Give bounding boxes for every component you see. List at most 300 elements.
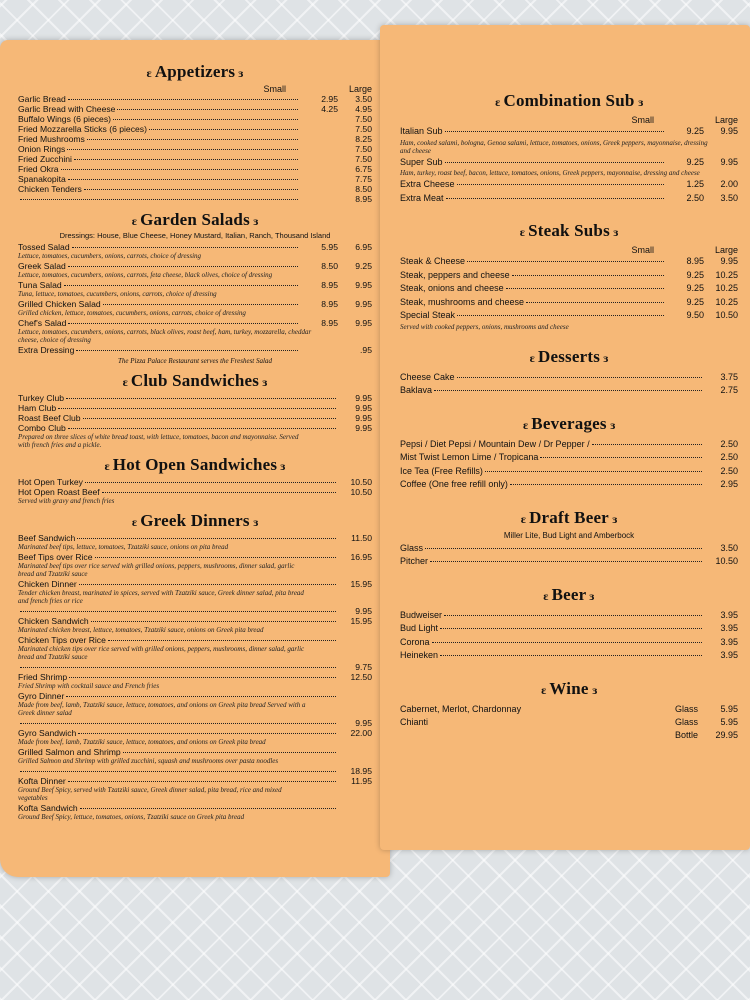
menu-item	[400, 729, 738, 742]
ornament-icon: ɛ	[262, 375, 268, 389]
menu-item	[18, 299, 372, 309]
menu-item	[18, 747, 372, 757]
ornament-icon: ɛ	[609, 417, 616, 432]
item-name: Tossed Salad	[18, 242, 70, 252]
leader-dots	[68, 781, 336, 782]
ornament-icon: ɛ	[104, 459, 110, 473]
item-price: 2.50	[720, 452, 738, 462]
ornament-icon: ɛ	[122, 375, 128, 389]
menu-item	[18, 104, 372, 114]
appetizers-section	[18, 62, 372, 204]
salads-list	[18, 242, 372, 355]
menu-item	[400, 716, 738, 729]
item-price: 2.50	[720, 438, 738, 449]
price-large: 7.50	[355, 154, 372, 164]
menu-item	[400, 555, 738, 569]
appetizers-title: ɛ Appetizers ɛ	[146, 62, 244, 81]
leader-dots	[540, 457, 702, 458]
item-price: 10.50	[350, 487, 372, 497]
ornament-icon: ɛ	[280, 459, 286, 473]
leader-dots	[20, 199, 298, 200]
leader-dots	[117, 109, 298, 110]
item-name: Fried Okra	[18, 164, 59, 174]
leader-dots	[592, 444, 702, 445]
menu-item	[400, 649, 738, 663]
steak-list	[400, 255, 738, 323]
item-name: Fried Mozzarella Sticks (6 pieces)	[18, 124, 147, 134]
leader-dots	[430, 561, 702, 562]
item-description: Lettuce, tomatoes, cucumbers, onions, carrots, black olives, roast beef, ham, turkey, mozzarella, cheddar cheese, choice of dressing	[18, 328, 312, 344]
hot-open-description: Served with gravy and french fries	[18, 497, 115, 505]
combo-list	[400, 125, 738, 205]
item-name: Extra Dressing	[18, 345, 75, 355]
price-small: 9.50	[686, 310, 704, 320]
price-large: 4.95	[355, 104, 372, 114]
item-price: 2.95	[720, 479, 738, 489]
item-price: 10.50	[715, 556, 738, 566]
price-small: 9.25	[686, 283, 704, 293]
price-large: 6.95	[355, 242, 372, 252]
item-name: Kofta Sandwich	[18, 803, 78, 813]
price-large: 6.75	[355, 164, 372, 174]
menu-left-page	[0, 40, 390, 877]
leader-dots	[77, 538, 336, 539]
ornament-icon: ɛ	[603, 350, 609, 365]
leader-dots	[20, 723, 336, 724]
leader-dots	[445, 131, 664, 132]
leader-dots	[445, 162, 664, 163]
menu-right-page	[380, 25, 750, 850]
draft-list	[400, 542, 738, 569]
item-size: Glass	[674, 716, 698, 727]
leader-dots	[84, 189, 298, 190]
item-name: Gyro Sandwich	[18, 728, 77, 738]
item-name: Hot Open Turkey	[18, 477, 83, 487]
menu-item	[400, 478, 738, 492]
item-price: 5.95	[720, 716, 738, 727]
menu-item	[400, 282, 738, 296]
leader-dots	[440, 655, 702, 656]
leader-dots	[20, 611, 336, 612]
item-name: Garlic Bread	[18, 94, 66, 104]
menu-item	[18, 672, 372, 682]
item-name: Grilled Salmon and Shrimp	[18, 747, 121, 757]
leader-dots	[457, 315, 664, 316]
ornament-icon: ɛ	[612, 225, 619, 239]
menu-item	[18, 616, 372, 626]
ornament-icon: ɛ	[520, 511, 527, 526]
leader-dots	[80, 808, 336, 809]
price-large: 9.25	[355, 261, 372, 271]
item-description: Tuna, lettuce, tomatoes, cucumbers, onions, carrots, choice of dressing	[18, 290, 217, 298]
leader-dots	[72, 247, 298, 248]
item-name: Budweiser	[400, 609, 443, 620]
price-small: 8.95	[321, 318, 338, 328]
leader-dots	[78, 733, 336, 734]
item-name: Ham Club	[18, 403, 57, 413]
menu-item	[400, 269, 738, 283]
item-price: 9.95	[355, 403, 372, 413]
item-price: 3.95	[720, 636, 738, 647]
item-name: Cheese Cake	[400, 371, 455, 382]
item-name: Corona	[400, 636, 430, 647]
menu-item	[18, 606, 372, 616]
item-name: Onion Rings	[18, 144, 66, 154]
price-large: 9.95	[720, 156, 738, 167]
item-price: 3.95	[720, 609, 738, 620]
leader-dots	[434, 390, 702, 391]
desserts-title: ɛ Desserts ɛ	[529, 346, 609, 366]
item-size: Glass	[674, 703, 698, 714]
price-large: 9.95	[355, 318, 372, 328]
price-small: 9.25	[686, 156, 704, 167]
leader-dots	[64, 285, 298, 286]
price-small: 5.95	[321, 242, 338, 252]
salads-section	[18, 210, 372, 365]
menu-item	[400, 384, 738, 398]
leader-dots	[457, 184, 664, 185]
item-price: 3.50	[720, 542, 738, 553]
item-name: Mist Twist Lemon Lime / Tropicana	[400, 452, 539, 462]
hot-open-title: ɛ Hot Open Sandwiches ɛ	[104, 455, 286, 474]
ornament-icon: ɛ	[131, 515, 138, 529]
menu-item	[400, 465, 738, 479]
item-description: Marinated beef tips, lettuce, tomatoes, Tzatziki sauce, onions on pita bread	[18, 543, 229, 551]
leader-dots	[425, 548, 702, 549]
item-price: 9.95	[355, 413, 372, 423]
price-large: 9.95	[720, 256, 738, 266]
leader-dots	[68, 323, 298, 324]
menu-item	[18, 533, 372, 543]
leader-dots	[76, 350, 298, 351]
menu-item	[18, 280, 372, 290]
menu-item	[18, 164, 372, 174]
item-description: Marinated chicken breast, lettuce, tomatoes, Tzatziki sauce, onions on Greek pita bread	[18, 626, 264, 634]
item-price: 9.95	[355, 606, 372, 616]
item-description: Grilled Salmon and Shrimp with grilled zucchini, squash and mushrooms over pasta noodles	[18, 757, 279, 765]
leader-dots	[446, 198, 664, 199]
item-description: Lettuce, tomatoes, cucumbers, onions, carrots, feta cheese, black olives, choice of dressing	[18, 271, 273, 279]
item-description: Lettuce, tomatoes, cucumbers, onions, carrots, choice of dressing	[18, 252, 202, 260]
item-price: 18.95	[350, 766, 372, 776]
leader-dots	[83, 418, 336, 419]
ornament-icon: ɛ	[591, 682, 597, 697]
ornament-icon: ɛ	[252, 214, 259, 228]
price-large: 2.00	[720, 179, 738, 189]
beer-section	[400, 585, 738, 663]
steak-title: ɛ Steak Subs ɛ	[519, 221, 619, 240]
item-name: Garlic Bread with Cheese	[18, 104, 116, 114]
menu-item	[18, 184, 372, 194]
price-small: 8.95	[686, 256, 704, 266]
item-name: Chicken Dinner	[18, 579, 77, 589]
menu-item	[18, 318, 372, 328]
menu-item	[400, 125, 738, 139]
leader-dots	[20, 771, 336, 772]
price-large: 3.50	[720, 192, 738, 203]
leader-dots	[485, 471, 702, 472]
club-title: ɛ Club Sandwiches ɛ	[122, 371, 268, 390]
leader-dots	[68, 428, 336, 429]
menu-item	[18, 413, 372, 423]
menu-item	[18, 261, 372, 271]
leader-dots	[467, 261, 664, 262]
item-price: 9.95	[355, 718, 372, 728]
greek-list	[18, 533, 372, 821]
menu-item	[18, 242, 372, 252]
item-price: 3.95	[720, 650, 738, 660]
price-large: 7.75	[355, 174, 372, 184]
menu-item	[18, 487, 372, 497]
beverages-section	[400, 414, 738, 492]
item-name: Steak, peppers and cheese	[400, 269, 510, 280]
leader-dots	[510, 484, 702, 485]
ornament-icon: ɛ	[529, 350, 535, 365]
price-small: 8.95	[321, 299, 338, 309]
item-name: Cabernet, Merlot, Chardonnay	[400, 703, 522, 714]
item-price: 2.75	[720, 385, 738, 395]
ornament-icon: ɛ	[611, 511, 618, 526]
item-name: Chef's Salad	[18, 318, 67, 328]
leader-dots	[440, 628, 702, 629]
menu-item	[18, 114, 372, 124]
price-large: 9.95	[355, 280, 372, 290]
price-large: .95	[360, 345, 372, 355]
item-price: 9.75	[355, 662, 372, 672]
ornament-icon: ɛ	[637, 95, 643, 109]
item-name: Buffalo Wings (6 pieces)	[18, 114, 111, 124]
price-small: 4.25	[321, 104, 338, 114]
item-name: Special Steak	[400, 310, 456, 320]
leader-dots	[87, 139, 298, 140]
menu-item	[18, 174, 372, 184]
item-name: Hot Open Roast Beef	[18, 487, 100, 497]
ornament-icon: ɛ	[238, 66, 244, 80]
item-price: 5.95	[720, 703, 738, 714]
ornament-icon: ɛ	[522, 417, 529, 432]
item-name: Fried Shrimp	[18, 672, 68, 682]
item-name: Beef Sandwich	[18, 533, 76, 543]
menu-item	[18, 154, 372, 164]
item-price: 22.00	[350, 728, 372, 738]
menu-item	[18, 728, 372, 738]
item-name: Beef Tips over Rice	[18, 552, 93, 562]
item-name: Extra Meat	[400, 192, 444, 203]
leader-dots	[91, 621, 336, 622]
wine-section	[400, 679, 738, 742]
price-large: 7.50	[355, 124, 372, 134]
beverages-list	[400, 438, 738, 492]
menu-item	[400, 178, 738, 192]
combo-title: ɛ Combination Sub ɛ	[495, 91, 643, 110]
size-headers: Small Large	[631, 115, 738, 125]
item-name: Chicken Tenders	[18, 184, 82, 194]
menu-item	[18, 94, 372, 104]
price-large: 10.25	[715, 283, 738, 293]
price-small: 9.25	[686, 126, 704, 136]
item-name: Steak, onions and cheese	[400, 283, 504, 293]
price-small: 9.25	[686, 269, 704, 280]
leader-dots	[69, 677, 336, 678]
item-name: Gyro Dinner	[18, 691, 65, 701]
draft-title: ɛ Draft Beer ɛ	[520, 507, 618, 527]
menu-item	[400, 451, 738, 465]
item-name: Coffee (One free refill only)	[400, 479, 508, 489]
item-price: 3.75	[720, 371, 738, 382]
ornament-icon: ɛ	[541, 682, 547, 697]
salad-footer-note: The Pizza Palace Restaurant serves the Freshest Salad	[118, 357, 272, 365]
menu-item	[400, 192, 738, 206]
menu-item	[400, 296, 738, 310]
leader-dots	[79, 584, 336, 585]
greek-section	[18, 511, 372, 821]
item-name: Fried Mushrooms	[18, 134, 85, 144]
price-small: 9.25	[686, 296, 704, 307]
desserts-list	[400, 371, 738, 398]
menu-item	[18, 393, 372, 403]
menu-item	[400, 609, 738, 623]
item-name: Chianti	[400, 716, 429, 727]
item-price: 3.95	[720, 623, 738, 633]
menu-item	[18, 144, 372, 154]
item-description: Tender chicken breast, marinated in spices, served with Tzatziki sauce, Greek dinner salad, pita bread and french fries or rice	[18, 589, 304, 605]
leader-dots	[103, 304, 298, 305]
menu-item	[18, 691, 372, 701]
item-name: Steak & Cheese	[400, 256, 466, 266]
menu-item	[400, 371, 738, 385]
item-price: 2.50	[720, 465, 738, 476]
leader-dots	[66, 696, 336, 697]
combo-section	[400, 91, 738, 205]
item-name: Kofta Dinner	[18, 776, 66, 786]
greek-title: ɛ Greek Dinners ɛ	[131, 511, 259, 530]
item-name: Super Sub	[400, 156, 443, 167]
leader-dots	[526, 302, 664, 303]
steak-description: Served with cooked peppers, onions, mushrooms and cheese	[400, 322, 569, 331]
menu-item	[18, 803, 372, 813]
item-description: Grilled chicken, lettuce, tomatoes, cucumbers, onions, carrots, choice of dressing	[18, 309, 246, 317]
price-small: 8.50	[321, 261, 338, 271]
item-name: Bud Light	[400, 623, 439, 633]
item-price: 29.95	[715, 729, 738, 740]
leader-dots	[61, 169, 298, 170]
leader-dots	[123, 752, 336, 753]
leader-dots	[68, 99, 298, 100]
appetizers-list	[18, 94, 372, 204]
item-name: Spanakopita	[18, 174, 66, 184]
leader-dots	[113, 119, 298, 120]
item-price: 9.95	[355, 423, 372, 433]
item-name: Ice Tea (Free Refills)	[400, 465, 483, 476]
menu-item	[400, 255, 738, 269]
item-name: Chicken Sandwich	[18, 616, 89, 626]
item-price: 11.95	[351, 776, 372, 786]
item-description: Marinated chicken tips over rice served with grilled onions, peppers, mushrooms, dinner salad, garlic bread and Tzatziki sauce	[18, 645, 305, 661]
item-description: Ham, cooked salami, bologna, Genoa salami, lettuce, tomatoes, onions, Greek peppers, mayonnaise, dressing and cheese	[400, 138, 708, 155]
item-name: Pitcher	[400, 556, 429, 566]
wine-list	[400, 703, 738, 742]
club-section	[18, 371, 372, 449]
menu-item	[18, 662, 372, 672]
beverages-title: ɛ Beverages ɛ	[522, 413, 616, 433]
ornament-icon: ɛ	[252, 515, 259, 529]
item-name: Steak, mushrooms and cheese	[400, 296, 525, 307]
item-price: 11.50	[351, 533, 372, 543]
price-large: 9.95	[720, 126, 738, 136]
price-large: 7.50	[355, 144, 372, 154]
item-price: 15.95	[350, 579, 372, 589]
item-description: Ham, turkey, roast beef, bacon, lettuce, tomatoes, onions, Greek peppers, mayonnaise, dressing and cheese	[400, 169, 700, 177]
leader-dots	[85, 482, 336, 483]
menu-item	[400, 542, 738, 556]
leader-dots	[74, 159, 298, 160]
menu-item	[18, 423, 372, 433]
leader-dots	[67, 149, 298, 150]
club-description: Prepared on three slices of white bread toast, with lettuce, tomatoes, bacon and mayonnaise. Served with french fries and a pickle.	[18, 433, 299, 449]
item-description: Ground Beef Spicy, served with Tzatziki sauce, Greek dinner salad, pita bread, rice and mixed vegetables	[18, 786, 282, 802]
hot-open-list	[18, 477, 372, 497]
steak-section	[400, 221, 738, 331]
ornament-icon: ɛ	[495, 95, 501, 109]
desserts-section	[400, 347, 738, 398]
item-name: Pepsi / Diet Pepsi / Mountain Dew / Dr Pepper /	[400, 438, 590, 449]
menu-item	[18, 134, 372, 144]
item-description: Fried Shrimp with cocktail sauce and French fries	[18, 682, 160, 690]
item-name: Italian Sub	[400, 126, 443, 136]
item-name: Tuna Salad	[18, 280, 62, 290]
menu-item	[18, 552, 372, 562]
menu-item	[18, 345, 372, 355]
menu-item	[18, 579, 372, 589]
menu-item	[400, 622, 738, 636]
menu-item	[18, 635, 372, 645]
menu-item	[400, 438, 738, 452]
ornament-icon: ɛ	[519, 225, 526, 239]
item-name: Baklava	[400, 385, 433, 395]
leader-dots	[102, 492, 336, 493]
menu-item	[400, 703, 738, 716]
menu-item	[400, 156, 738, 170]
item-description: Made from beef, lamb, Tzatziki sauce, lettuce, tomatoes, and onions on Greek pita bread Served with a Greek dinner salad	[18, 701, 306, 717]
price-large: 3.50	[355, 94, 372, 104]
item-name: Heineken	[400, 650, 439, 660]
menu-item	[18, 718, 372, 728]
price-small: 2.50	[686, 192, 704, 203]
price-large: 10.25	[715, 269, 738, 280]
price-large: 8.95	[355, 194, 372, 204]
item-name: Glass	[400, 542, 424, 553]
price-large: 10.50	[715, 310, 738, 320]
leader-dots	[68, 179, 298, 180]
item-size: Bottle	[674, 729, 698, 740]
leader-dots	[66, 398, 336, 399]
leader-dots	[108, 640, 336, 641]
wine-title: ɛ Wine ɛ	[541, 678, 597, 698]
club-list	[18, 393, 372, 433]
leader-dots	[432, 642, 702, 643]
ornament-icon: ɛ	[146, 66, 152, 80]
leader-dots	[95, 557, 336, 558]
leader-dots	[512, 275, 664, 276]
ornament-icon: ɛ	[543, 588, 549, 603]
item-name: Fried Zucchini	[18, 154, 72, 164]
dressings-note: Dressings: House, Blue Cheese, Honey Mustard, Italian, Ranch, Thousand Island	[59, 231, 331, 240]
item-description: Made from beef, lamb, Tzatziki sauce, lettuce, tomatoes, and onions on Greek pita bread	[18, 738, 266, 746]
menu-item	[400, 636, 738, 650]
menu-item	[18, 194, 372, 204]
leader-dots	[457, 377, 702, 378]
price-small: 2.95	[321, 94, 338, 104]
